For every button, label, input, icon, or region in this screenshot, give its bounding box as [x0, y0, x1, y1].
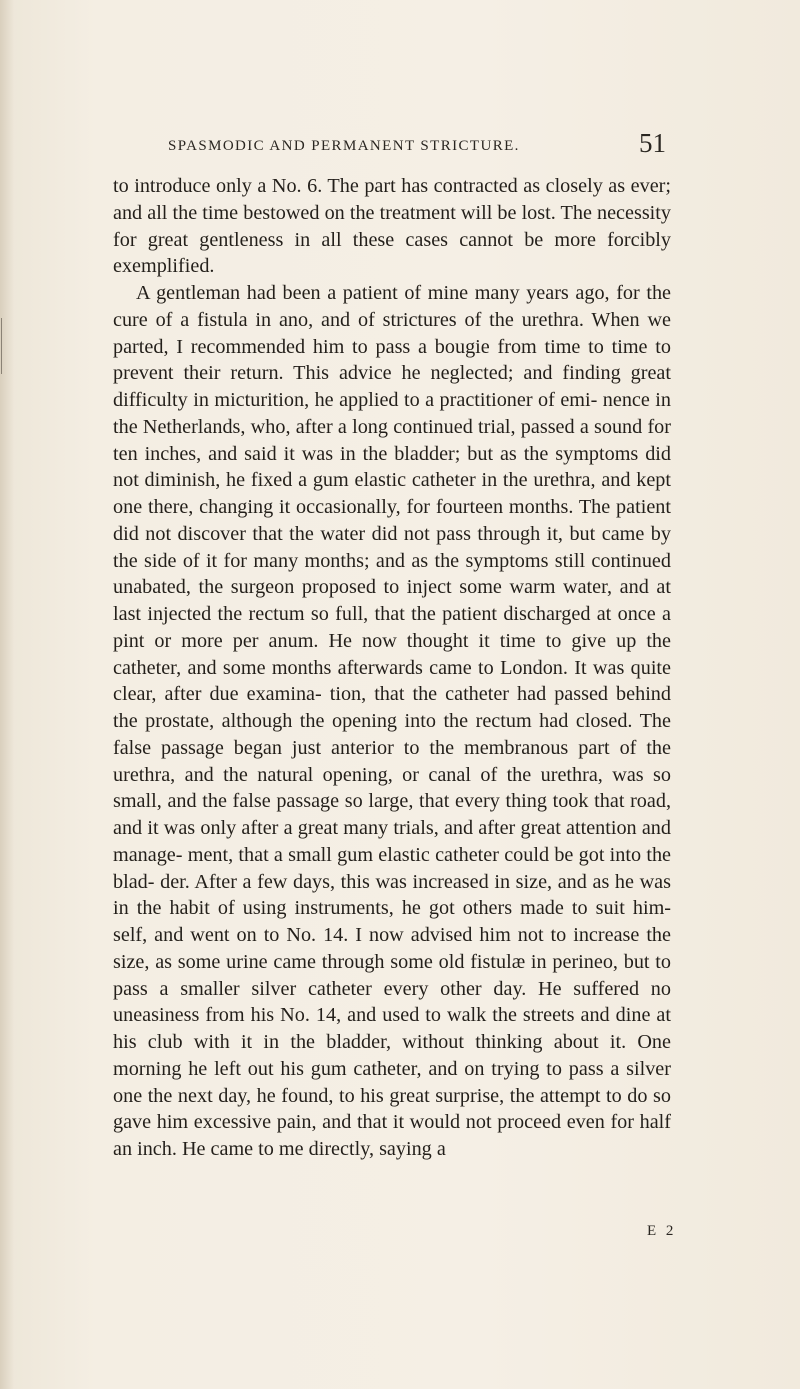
signature-mark: E 2 [647, 1223, 677, 1239]
paragraph: to introduce only a No. 6. The part has contracted as closely as ever; and all the time bestowed on the treatment will be lost. The necessity for great gentleness in all these cases cannot be more forcibly exemplified. [113, 175, 671, 278]
page-header [168, 128, 666, 164]
page-number: 51 [639, 128, 666, 158]
paragraph: A gentleman had been a patient of mine many years ago, for the cure of a fistula in ano, and of strictures of the urethra. When we parted, I recommended him to pass a bougie from time to time to prevent their return. This advice he neglected; and finding great difficulty in micturition, he applied to a practitioner of emi- nence in the Netherlands, who, after a long continued trial, passed a sound for ten inches, and said it was in the bladder; but as the symptoms did not diminish, he fixed a gum elastic catheter in the urethra, and kept one there, changing it occasionally, for fourteen months. The patient did not discover that the water did not pass through it, but came by the side of it for many months; and as the symptoms still continued unabated, the surgeon proposed to inject some warm water, and at last injected the rectum so full, that the patient discharged at once a pint or more per anum. He now thought it time to give up the catheter, and some months afterwards came to London. It was quite clear, after due examina- tion, that the catheter had passed behind the prostate, although the opening into the rectum had closed. The false passage began just anterior to the membranous part of the urethra, and the natural opening, or canal of the urethra, was so small, and the false passage so large, that every thing took that road, and it was only after a great many trials, and after great attention and manage- ment, that a small gum elastic catheter could be got into the blad- der. After a few days, this was increased in size, and as he was in the habit of using instruments, he got others made to suit him- self, and went on to No. 14. I now advised him not to increase the size, as some urine came through some old fistulæ in perineo, but to pass a smaller silver catheter every other day. He suffered no uneasiness from his No. 14, and used to walk the streets and dine at his club with it in the bladder, without thinking about it. One morning he left out his gum catheter, and on trying to pass a silver one the next day, he found, to his great surprise, the attempt to do so gave him excessive pain, and that it would not proceed even for half an inch. He came to me directly, saying a [113, 282, 671, 1160]
running-head: SPASMODIC AND PERMANENT STRICTURE. [168, 138, 520, 154]
page-binding-shadow [0, 0, 14, 1389]
body-text [113, 173, 671, 1163]
margin-mark [1, 318, 2, 374]
